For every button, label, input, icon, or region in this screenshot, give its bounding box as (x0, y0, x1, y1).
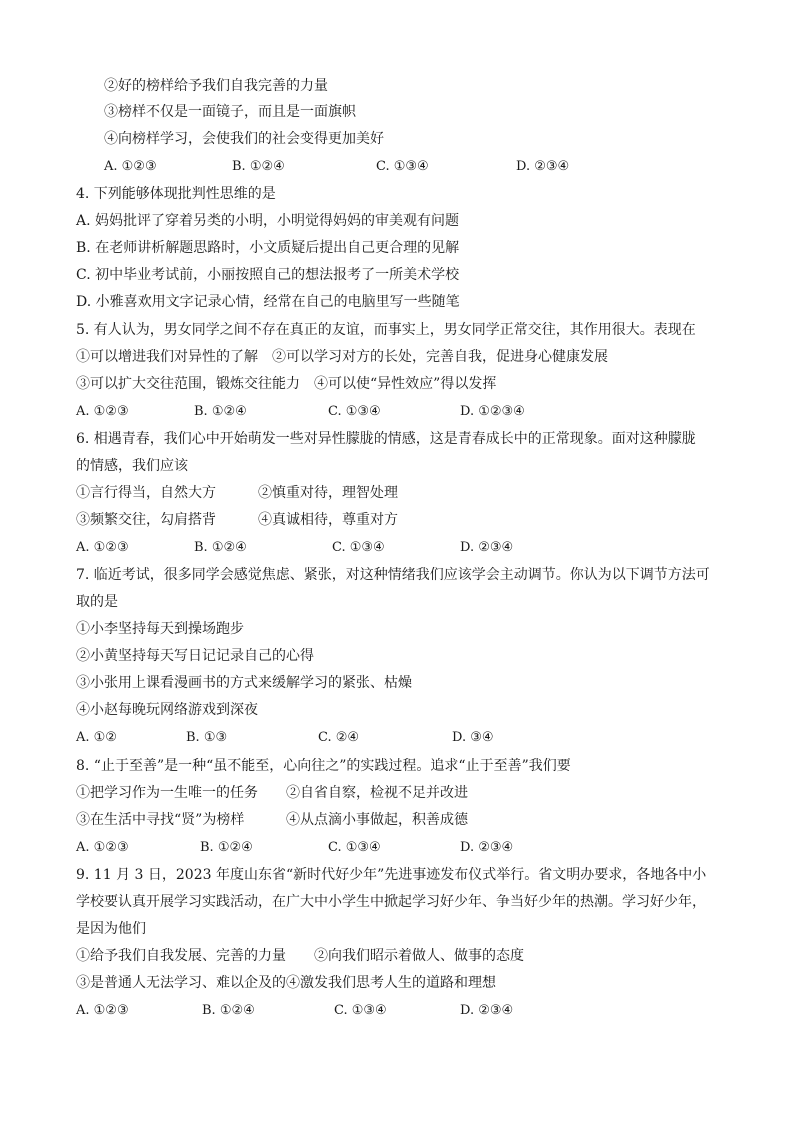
q8-statement-4: ④从点滴小事做起，积善成德 (286, 812, 468, 828)
q7-option-b[interactable]: B. ①③ (186, 730, 228, 745)
q8-option-a[interactable]: A. ①②③ (76, 840, 129, 855)
q6-statement-3: ③频繁交往，勾肩搭背 (76, 512, 216, 528)
q3-option-b[interactable]: B. ①②④ (232, 159, 285, 174)
q5-option-d[interactable]: D. ①②③④ (460, 404, 525, 419)
q7-stem-line1: 7. 临近考试，很多同学会感觉焦虑、紧张，对这种情绪我们应该学会主动调节。你认为以下调节方法可 (76, 567, 710, 583)
q5-option-c[interactable]: C. ①③④ (328, 404, 381, 419)
q6-stem-line1: 6. 相遇青春，我们心中开始萌发一些对异性朦胧的情感，这是青春成长中的正常现象。面对这种朦胧 (76, 431, 696, 447)
q8-option-b[interactable]: B. ①②④ (200, 840, 253, 855)
q6-option-d[interactable]: D. ②③④ (460, 540, 514, 555)
q5-statements-2: ③可以扩大交往范围，锻炼交往能力 ④可以使“异性效应”得以发挥 (76, 376, 497, 392)
q9-stem-line3: 是因为他们 (76, 921, 146, 937)
q6-stem-line2: 的情感，我们应该 (76, 458, 188, 474)
q9-statements-2: ③是普通人无法学习、难以企及的④激发我们思考人生的道路和理想 (76, 975, 496, 991)
q9-statements-1: ①给予我们自我发展、完善的力量 ②向我们昭示着做人、做事的态度 (76, 948, 524, 964)
q4-choice-c[interactable]: C. 初中毕业考试前，小丽按照自己的想法报考了一所美术学校 (76, 267, 460, 283)
q6-option-c[interactable]: C. ①③④ (332, 540, 385, 555)
q8-statement-3: ③在生活中寻找“贤”为榜样 (76, 812, 245, 828)
q4-stem: 4. 下列能够体现批判性思维的是 (76, 186, 276, 202)
q9-stem-line1: 9. 11 月 3 日，2023 年度山东省“新时代好少年”先进事迹发布仪式举行。省文明办要求，各地各中小 (76, 867, 707, 883)
q4-choice-d[interactable]: D. 小雅喜欢用文字记录心情，经常在自己的电脑里写一些随笔 (76, 294, 460, 310)
q4-choice-a[interactable]: A. 妈妈批评了穿着另类的小明，小明觉得妈妈的审美观有问题 (76, 213, 460, 229)
q7-statement-1: ①小李坚持每天到操场跑步 (76, 621, 244, 637)
q3-statement-3: ③榜样不仅是一面镜子，而且是一面旗帜 (104, 104, 356, 120)
q3-option-c[interactable]: C. ①③④ (376, 159, 429, 174)
q6-option-a[interactable]: A. ①②③ (76, 540, 129, 555)
q5-option-b[interactable]: B. ①②④ (194, 404, 247, 419)
q9-stem-line2: 学校要认真开展学习实践活动，在广大中小学生中掀起学习好少年、争当好少年的热潮。学习好少年， (76, 894, 706, 910)
q5-option-a[interactable]: A. ①②③ (76, 404, 129, 419)
q5-statements-1: ①可以增进我们对异性的了解 ②可以学习对方的长处，完善自我，促进身心健康发展 (76, 349, 608, 365)
q7-option-d[interactable]: D. ③④ (452, 730, 494, 745)
q3-option-d[interactable]: D. ②③④ (516, 159, 570, 174)
q6-statement-1: ①言行得当，自然大方 (76, 485, 216, 501)
q8-stem: 8. “止于至善”是一种“虽不能至，心向往之”的实践过程。追求“止于至善”我们要 (76, 758, 571, 774)
q3-statement-4: ④向榜样学习，会使我们的社会变得更加美好 (104, 131, 384, 147)
q5-stem: 5. 有人认为，男女同学之间不存在真正的友谊，而事实上，男女同学正常交往，其作用很大。表现在 (76, 322, 696, 338)
q6-statement-2: ②慎重对待，理智处理 (258, 485, 398, 501)
q9-option-c[interactable]: C. ①③④ (334, 1003, 387, 1018)
q7-option-c[interactable]: C. ②④ (318, 730, 360, 745)
q7-statement-2: ②小黄坚持每天写日记记录自己的心得 (76, 648, 314, 664)
q8-statement-2: ②自省自察，检视不足并改进 (286, 785, 468, 801)
q4-choice-b[interactable]: B. 在老师讲析解题思路时，小文质疑后提出自己更合理的见解 (76, 240, 460, 256)
q6-statement-4: ④真诚相待，尊重对方 (258, 512, 398, 528)
q9-option-a[interactable]: A. ①②③ (76, 1003, 129, 1018)
q7-stem-line2: 取的是 (76, 594, 118, 610)
q7-statement-3: ③小张用上课看漫画书的方式来缓解学习的紧张、枯燥 (76, 675, 412, 691)
q7-statement-4: ④小赵每晚玩网络游戏到深夜 (76, 702, 258, 718)
q8-option-d[interactable]: D. ②③④ (460, 840, 514, 855)
q8-option-c[interactable]: C. ①③④ (328, 840, 381, 855)
q9-option-b[interactable]: B. ①②④ (202, 1003, 255, 1018)
q3-statement-2: ②好的榜样给予我们自我完善的力量 (104, 78, 328, 94)
q9-option-d[interactable]: D. ②③④ (460, 1003, 514, 1018)
q3-option-a[interactable]: A. ①②③ (104, 159, 157, 174)
q6-option-b[interactable]: B. ①②④ (194, 540, 247, 555)
q7-option-a[interactable]: A. ①② (76, 730, 117, 745)
q8-statement-1: ①把学习作为一生唯一的任务 (76, 785, 258, 801)
